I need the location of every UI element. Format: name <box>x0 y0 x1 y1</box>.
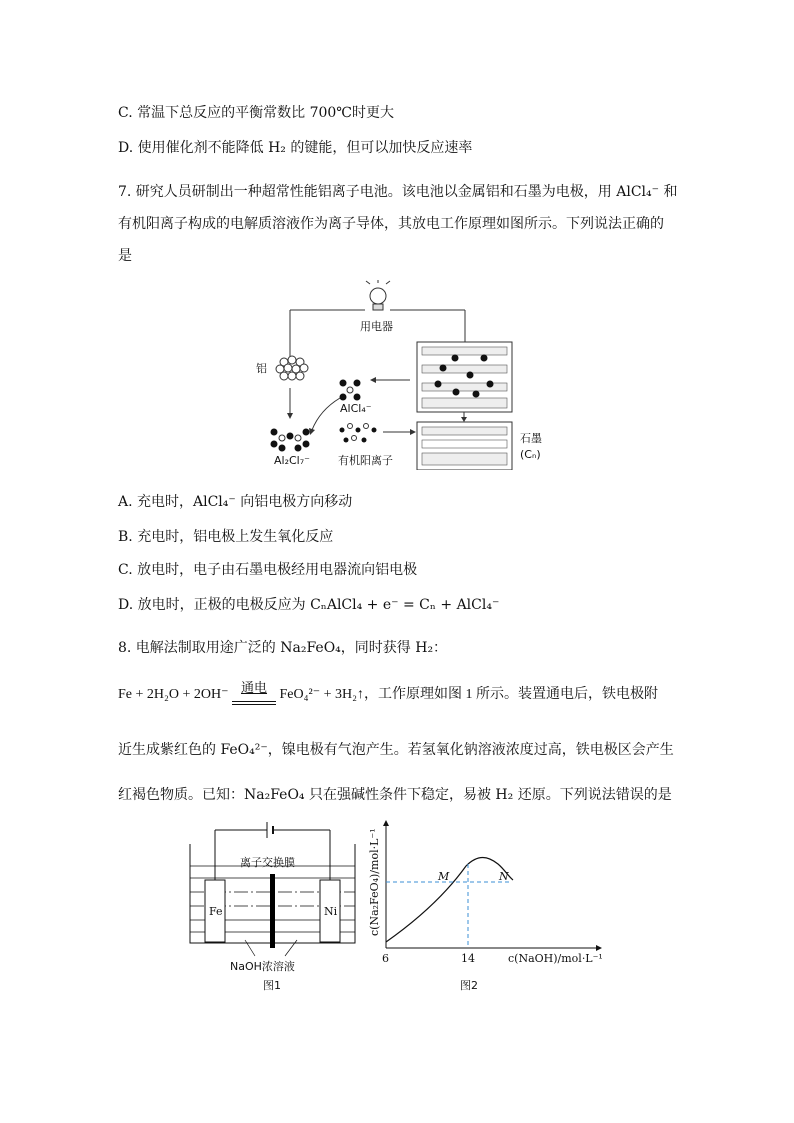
al2cl7-label: Al₂Cl₇⁻ <box>274 454 310 467</box>
q7-stem-line3: 是 <box>118 248 132 264</box>
x-tick-14: 14 <box>461 952 475 965</box>
q8-equation-line <box>118 680 658 705</box>
option-d-prev: D. 使用催化剂不能降低 H₂ 的键能，但可以加快反应速率 <box>118 140 473 156</box>
graphite-electrode-charged <box>417 342 512 412</box>
option-c-prev: C. 常温下总反应的平衡常数比 700℃时更大 <box>118 105 394 121</box>
q8-figure1-electrolysis-cell <box>185 818 365 993</box>
concentration-curve <box>386 858 513 943</box>
figure2-caption: 图2 <box>460 979 478 992</box>
q7-stem-line2: 有机阳离子构成的电解质溶液作为离子导体，其放电工作原理如图所示。下列说法正确的 <box>118 216 664 232</box>
aluminum-label: 铝 <box>256 362 267 375</box>
q7-battery-figure <box>250 280 550 470</box>
bulb-icon <box>366 280 390 310</box>
alcl4-molecule <box>340 380 361 401</box>
q8-figure2-chart <box>368 818 608 993</box>
aluminum-electrode <box>276 356 308 380</box>
al2cl7-molecule <box>271 429 310 452</box>
q7-option-a: A. 充电时，AlCl₄⁻ 向铝电极方向移动 <box>118 494 353 510</box>
figure1-caption: 图1 <box>263 979 281 992</box>
equation-arrow <box>232 680 276 705</box>
graphite-formula: (Cₙ) <box>520 448 541 461</box>
point-m-label: M <box>438 870 450 883</box>
q8-stem-line2-tail: ，工作原理如图 1 所示。装置通电后，铁电极附 <box>363 687 658 702</box>
q7-option-c: C. 放电时，电子由石墨电极经用电器流向铝电极 <box>118 562 418 578</box>
x-axis-label: c(NaOH)/mol·L⁻¹ <box>508 952 603 965</box>
equation-left: Fe + 2H₂O + 2OH⁻ <box>118 687 229 702</box>
organic-cation-molecule <box>340 424 377 443</box>
device-label: 用电器 <box>360 320 393 333</box>
point-n-label: N <box>499 870 509 883</box>
graphite-label: 石墨 <box>520 432 542 445</box>
q8-stem-line4: 红褐色物质。已知：Na₂FeO₄ 只在强碱性条件下稳定，易被 H₂ 还原。下列说法错误的是 <box>118 787 672 803</box>
alcl4-label: AlCl₄⁻ <box>340 402 372 415</box>
y-axis-label: c(Na₂FeO₄)/mol·L⁻¹ <box>368 828 381 936</box>
ion-exchange-membrane <box>270 874 275 948</box>
q7-option-d: D. 放电时，正极的电极反应为 CₙAlCl₄ + e⁻ = Cₙ + AlCl₄⁻ <box>118 597 500 613</box>
q8-stem-line1: 8. 电解法制取用途广泛的 Na₂FeO₄，同时获得 H₂： <box>118 640 448 656</box>
fe-label: Fe <box>209 905 223 918</box>
q7-stem-line1: 7. 研究人员研制出一种超常性能铝离子电池。该电池以金属铝和石墨为电极，用 AlCl₄⁻ 和 <box>118 184 678 200</box>
organic-cation-label: 有机阳离子 <box>338 454 393 467</box>
equation-condition: 通电 <box>241 680 268 695</box>
ni-label: Ni <box>324 905 338 918</box>
graphite-electrode-discharged <box>417 422 512 470</box>
q8-stem-line3: 近生成紫红色的 FeO₄²⁻，镍电极有气泡产生。若氢氧化钠溶液浓度过高，铁电极区会产生 <box>118 742 674 758</box>
naoh-solution-label: NaOH浓溶液 <box>230 960 295 973</box>
membrane-label: 离子交换膜 <box>240 856 295 869</box>
x-tick-6: 6 <box>382 952 389 965</box>
q7-option-b: B. 充电时，铝电极上发生氧化反应 <box>118 529 334 545</box>
equation-right: FeO₄²⁻ + 3H₂↑ <box>279 687 364 702</box>
